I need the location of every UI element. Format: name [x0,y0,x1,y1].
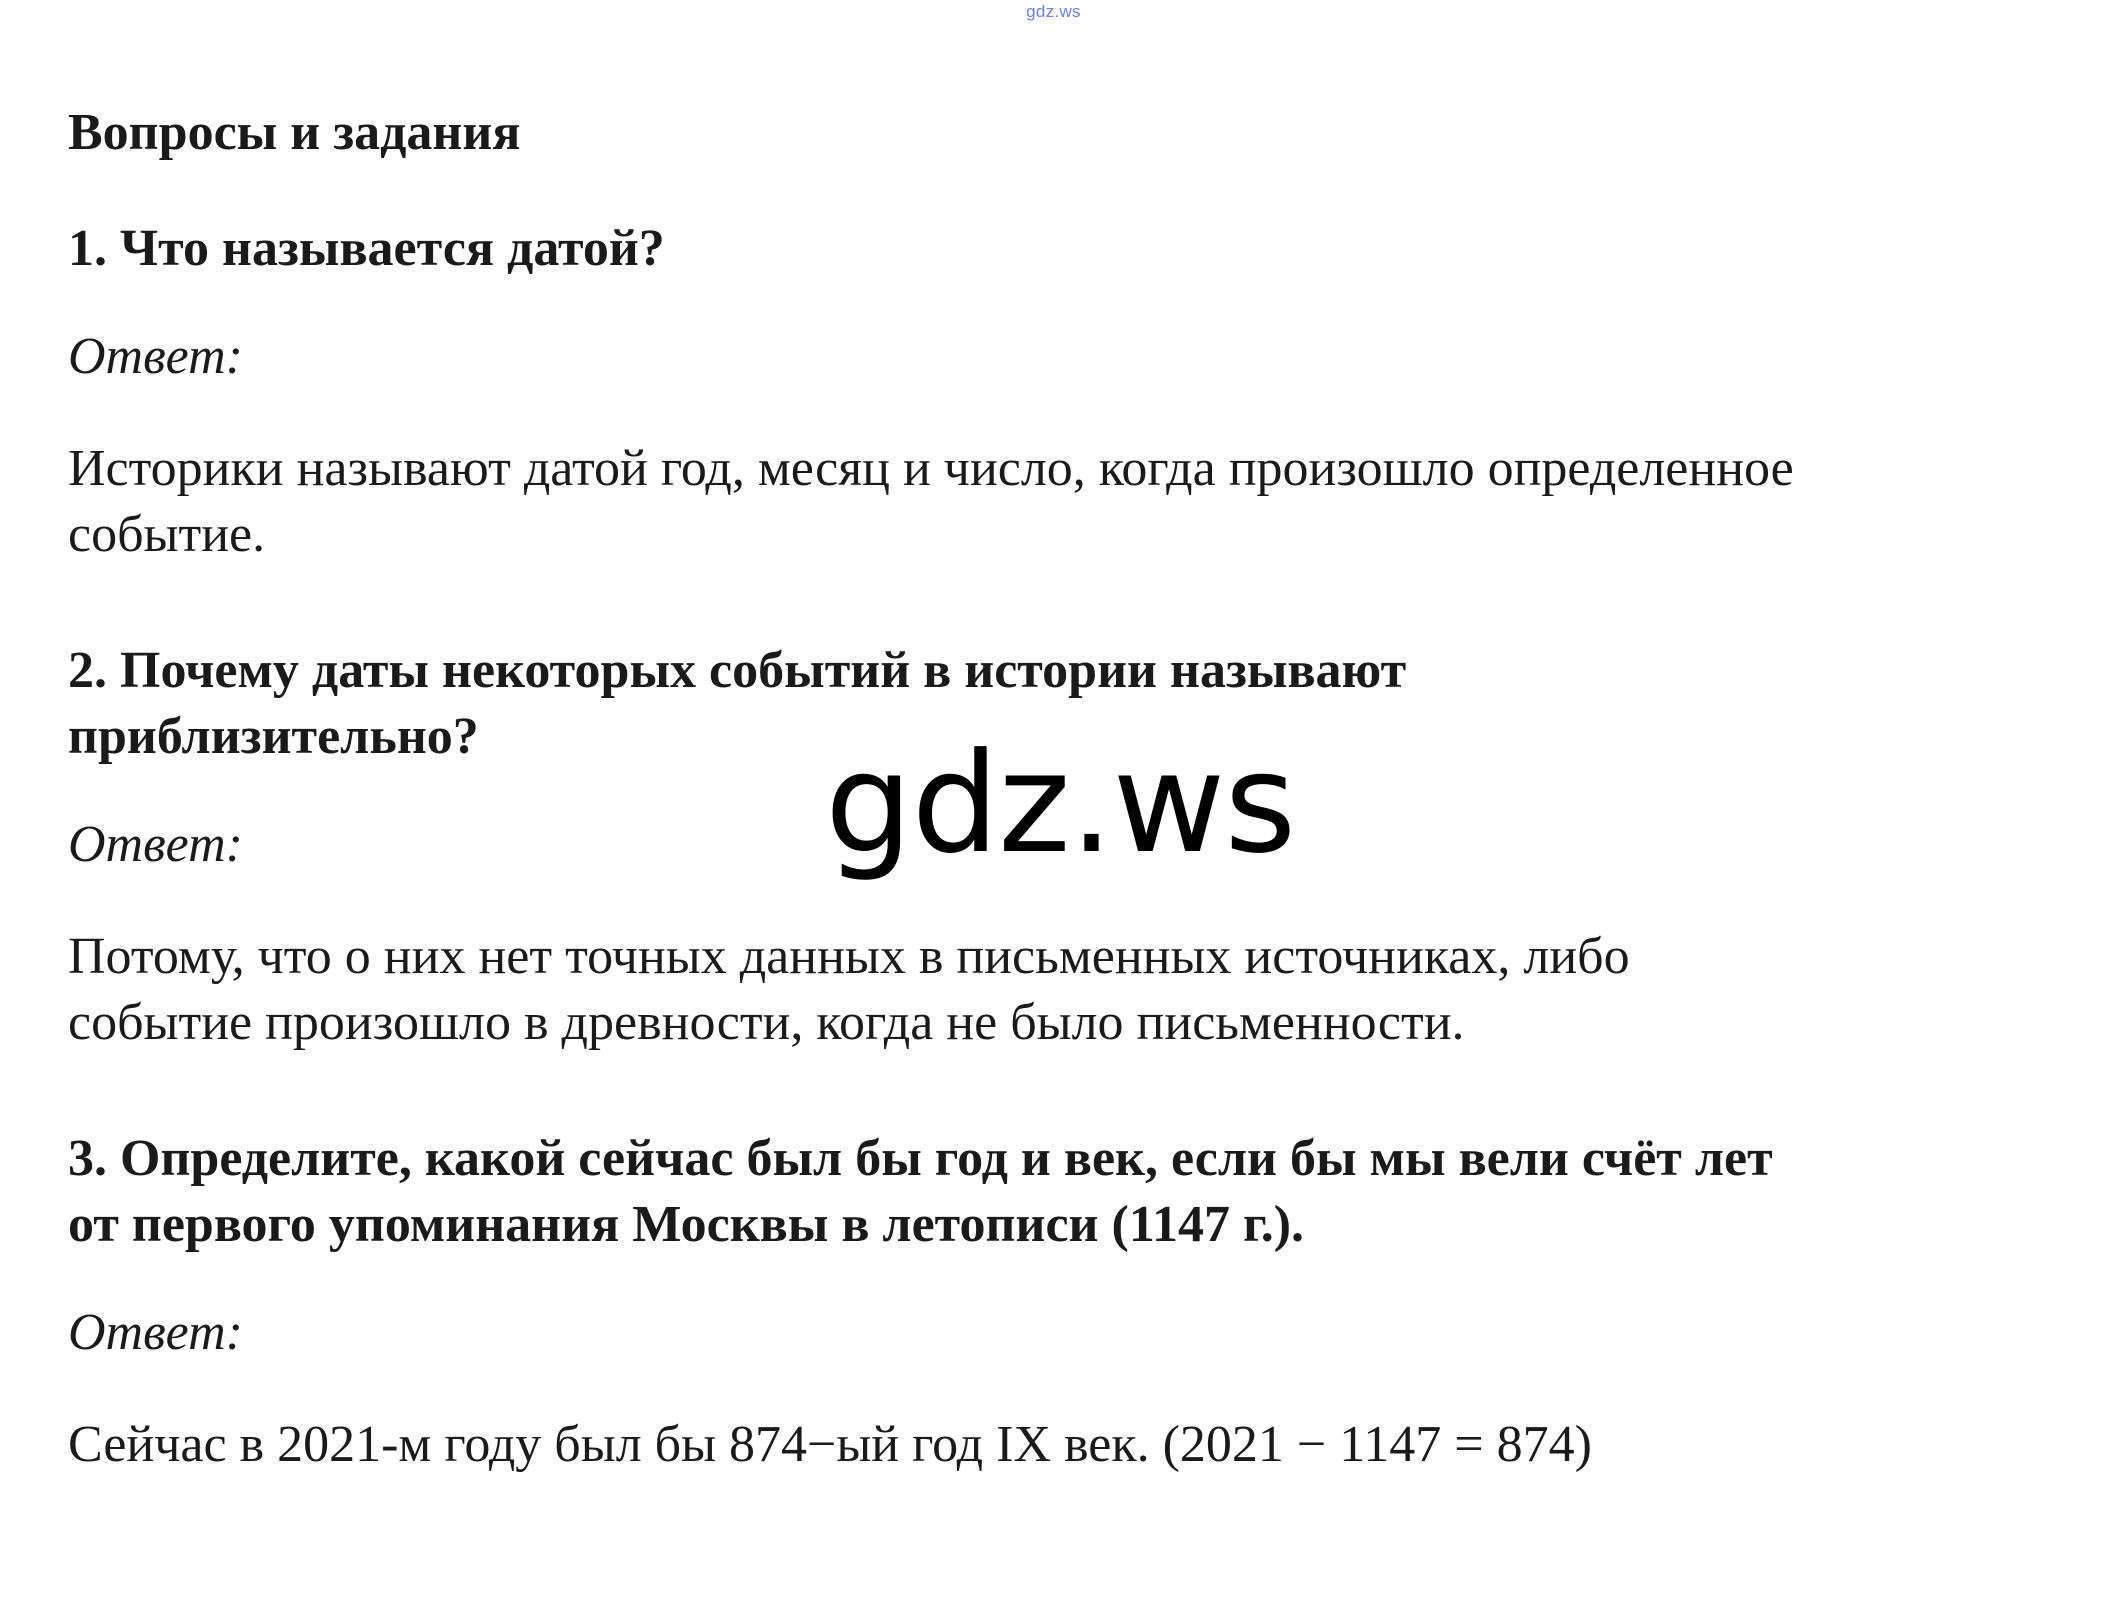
answer-text-2 [68,924,2058,1056]
question-3 [68,1126,2058,1258]
section-title: Вопросы и задания [68,104,521,161]
answer-label-3: Ответ: [68,1304,243,1361]
answer-2-line-1: Потому, что о них нет точных данных в письменных источниках, либо [68,928,1630,985]
answer-1-line-1: Историки называют датой год, месяц и число, когда произошло определенное [68,440,1794,497]
question-3-line-1: 3. Определите, какой сейчас был бы год и век, если бы мы вели счёт лет [68,1130,1773,1187]
question-1-line-1: 1. Что называется датой? [68,220,665,277]
watermark: gdz.ws [825,723,1296,884]
source-mark: gdz.ws [1026,2,1081,21]
answer-text-3 [68,1412,2058,1478]
answer-label-2: Ответ: [68,816,243,873]
answer-text-1 [68,436,2058,568]
answer-2-line-2: событие произошло в древности, когда не было письменности. [68,994,1465,1051]
answer-3-line-1: Сейчас в 2021-м году был бы 874−ый год IX век. (2021 − 1147 = 874) [68,1416,1592,1473]
question-2-line-1: 2. Почему даты некоторых событий в истории называют [68,642,1407,699]
answer-1-line-2: событие. [68,506,266,563]
question-1 [68,216,2058,282]
answer-label-1: Ответ: [68,328,243,385]
question-2-line-2: приблизительно? [68,708,479,765]
question-3-line-2: от первого упоминания Москвы в летописи (1147 г.). [68,1196,1305,1253]
